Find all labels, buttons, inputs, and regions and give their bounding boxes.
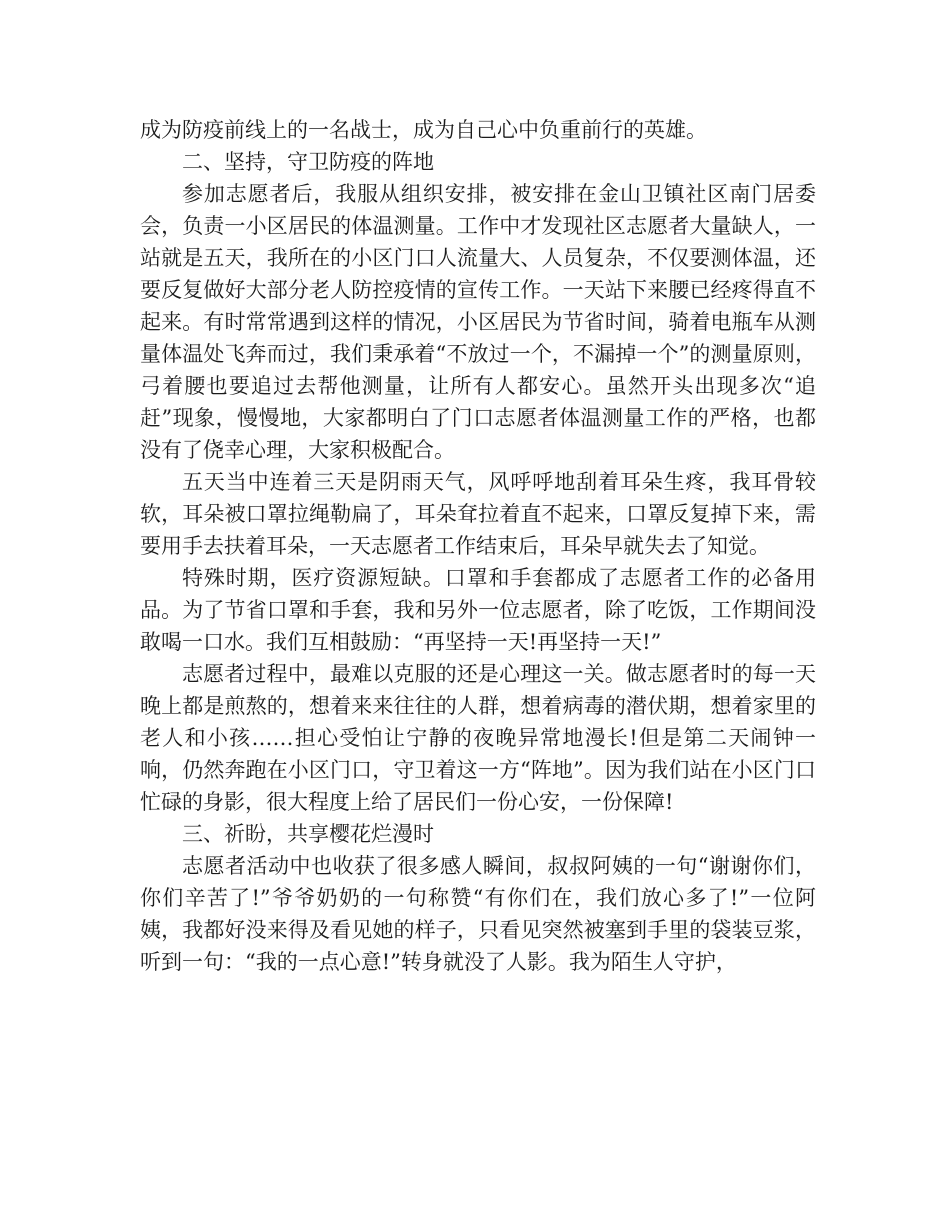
paragraph-continuation: 成为防疫前线上的一名战士，成为自己心中负重前行的英雄。 — [140, 118, 707, 142]
document-body — [140, 114, 816, 978]
paragraph-psychological: 志愿者过程中，最难以克服的还是心理这一关。做志愿者时的每一天晚上都是煎熬的，想着来来往往的人群，想着病毒的潜伏期，想着家里的老人和小孩……担心受怕让宁静的夜晚异常地漫长!但是第二天闹钟一响，仍然奔跑在小区门口，守卫着这一方“阵地”。因为我们站在小区门口忙碌的身影，很大程度上给了居民们一份心安，一份保障! — [140, 662, 816, 814]
section-heading-persist: 二、坚持，守卫防疫的阵地 — [182, 150, 434, 174]
paragraph-resource-shortage: 特殊时期，医疗资源短缺。口罩和手套都成了志愿者工作的必备用品。为了节省口罩和手套，我和另外一位志愿者，除了吃饭，工作期间没敢喝一口水。我们互相鼓励：“再坚持一天!再坚持一天!” — [140, 566, 816, 654]
paragraph-touching-moments: 志愿者活动中也收获了很多感人瞬间，叔叔阿姨的一句“谢谢你们，你们辛苦了!”爷爷奶奶的一句称赞“有你们在，我们放心多了!”一位阿姨，我都好没来得及看见她的样子，只看见突然被塞到手里的袋装豆浆，听到一句：“我的一点心意!”转身就没了人影。我为陌生人守护， — [140, 854, 816, 974]
section-heading-hope: 三、祈盼，共享樱花烂漫时 — [182, 822, 434, 846]
paragraph-temperature-check: 参加志愿者后，我服从组织安排，被安排在金山卫镇社区南门居委会，负责一小区居民的体温测量。工作中才发现社区志愿者大量缺人，一站就是五天，我所在的小区门口人流量大、人员复杂，不仅要测体温，还要反复做好大部分老人防控疫情的宣传工作。一天站下来腰已经疼得直不起来。有时常常遇到这样的情况，小区居民为节省时间，骑着电瓶车从测量体温处飞奔而过，我们秉承着“不放过一个，不漏掉一个”的测量原则，弓着腰也要追过去帮他测量，让所有人都安心。虽然开头出现多次“追赶”现象，慢慢地，大家都明白了门口志愿者体温测量工作的严格，也都没有了侥幸心理，大家积极配合。 — [140, 182, 816, 462]
paragraph-rainy-days: 五天当中连着三天是阴雨天气，风呼呼地刮着耳朵生疼，我耳骨较软，耳朵被口罩拉绳勒扁了，耳朵耷拉着直不起来，口罩反复掉下来，需要用手去扶着耳朵，一天志愿者工作结束后，耳朵早就失去了知觉。 — [140, 470, 816, 558]
